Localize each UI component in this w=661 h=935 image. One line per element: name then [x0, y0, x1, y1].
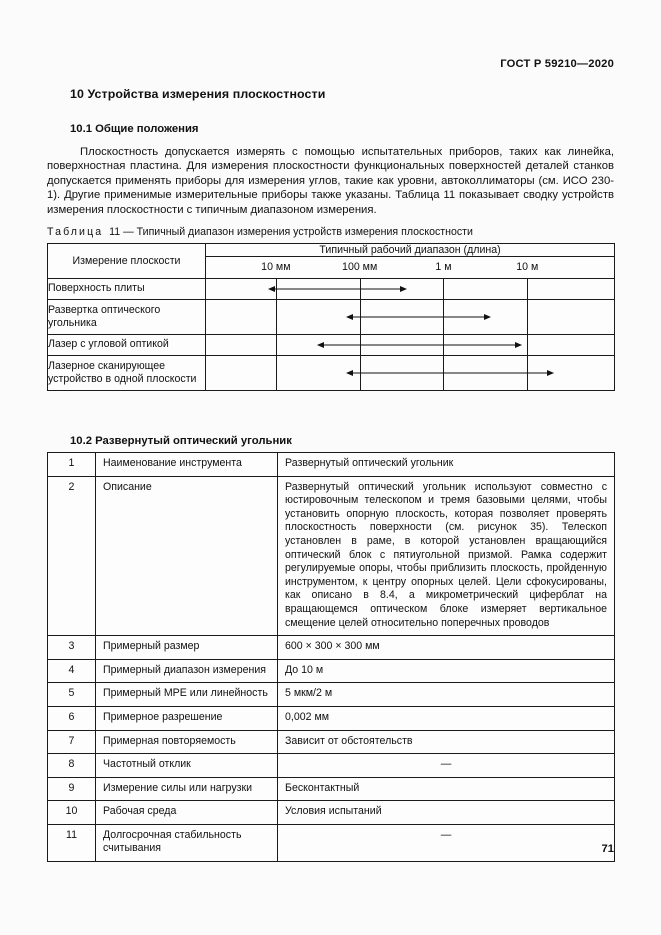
property-value: Зависит от обстоятельств: [278, 730, 615, 754]
table-row: [48, 754, 615, 778]
table-11-header-range: Типичный рабочий диапазон (длина): [206, 244, 615, 257]
section-heading-10-1: 10.1 Общие положения: [70, 123, 199, 135]
scale-tick-2: 100 мм: [342, 261, 378, 273]
table-11-row: [48, 279, 615, 300]
arrow-head-left-icon: [268, 286, 275, 292]
table-11-gridline: [443, 356, 444, 390]
row-index: 9: [48, 777, 96, 801]
section-10-1-paragraph: Плоскостность допускается измерять с помощью испытательных приборов, таких как линейка, поверхностная пластина. Для измерения плоскостности функциональных поверхностей деталей станков допускается применять приборы для измерения углов, такие как уровни, автоколлиматоры (см. ИСО 230-1). Другие применимые измерительные приборы также указаны. Таблица 11 показывает сводку устройств измерения плоскостности с типичным диапазоном измерения.: [47, 146, 614, 216]
scale-tick-3: 1 м: [435, 261, 452, 273]
table-row: [48, 824, 615, 861]
table-caption-label: Таблица: [47, 226, 104, 238]
table-11-gridline: [360, 356, 361, 390]
table-row: [48, 636, 615, 660]
table-11-row: [48, 300, 615, 335]
section-heading-10-2: 10.2 Развернутый оптический угольник: [70, 435, 292, 447]
property-name: Измерение силы или нагрузки: [96, 777, 278, 801]
table-11-header-measurement: Измерение плоскости: [48, 244, 206, 279]
table-11-range-arrow: [206, 300, 614, 334]
property-name: Примерный диапазон измерения: [96, 659, 278, 683]
arrow-head-right-icon: [400, 286, 407, 292]
table-11-scale-cell: [206, 257, 615, 279]
table-11-gridline: [276, 356, 277, 390]
row-index: 2: [48, 476, 96, 636]
table-11-gridline: [527, 356, 528, 390]
table-11-gridline: [276, 279, 277, 299]
table-caption-dash: —: [123, 226, 134, 238]
table-11-header-row: [48, 244, 615, 257]
property-value: 5 мкм/2 м: [278, 683, 615, 707]
property-name: Примерный размер: [96, 636, 278, 660]
property-name: Долгосрочная стабильность считывания: [96, 824, 278, 861]
property-value: Условия испытаний: [278, 801, 615, 825]
property-value: 0,002 мм: [278, 706, 615, 730]
section-heading-10: 10 Устройства измерения плоскостности: [70, 87, 326, 101]
scale-tick-1: 10 мм: [261, 261, 291, 273]
table-11-device-name: Развертка оптического угольника: [48, 300, 206, 335]
table-row: [48, 730, 615, 754]
table-11-caption: [47, 226, 473, 238]
row-index: 3: [48, 636, 96, 660]
table-row: [48, 801, 615, 825]
row-index: 10: [48, 801, 96, 825]
property-value: Бесконтактный: [278, 777, 615, 801]
arrow-head-right-icon: [484, 314, 491, 320]
row-index: 4: [48, 659, 96, 683]
table-11-gridline: [360, 335, 361, 355]
row-index: 7: [48, 730, 96, 754]
table-11-range-arrow: [206, 279, 614, 299]
property-value: —: [278, 824, 615, 861]
arrow-head-left-icon: [346, 314, 353, 320]
table-caption-text: Типичный диапазон измерения устройств измерения плоскостности: [136, 226, 473, 238]
property-value: —: [278, 754, 615, 778]
scale-tick-4: 10 м: [516, 261, 539, 273]
table-11-device-name: Лазер с угловой оптикой: [48, 335, 206, 356]
row-index: 1: [48, 453, 96, 477]
table-11-gridline: [443, 279, 444, 299]
table-row: [48, 453, 615, 477]
table-caption-number: 11: [109, 226, 121, 238]
row-index: 11: [48, 824, 96, 861]
property-name: Примерное разрешение: [96, 706, 278, 730]
property-value: 600 × 300 × 300 мм: [278, 636, 615, 660]
table-11-range-cell: [206, 279, 615, 300]
table-row: [48, 706, 615, 730]
property-name: Примерная повторяемость: [96, 730, 278, 754]
table-11-gridline: [276, 335, 277, 355]
table-11-row: [48, 356, 615, 391]
table-instrument-properties: [47, 452, 615, 862]
page-number: 71: [601, 843, 614, 855]
row-index: 8: [48, 754, 96, 778]
table-11-range-arrow: [206, 356, 614, 390]
row-index: 6: [48, 706, 96, 730]
arrow-head-right-icon: [547, 370, 554, 376]
table-row: [48, 476, 615, 636]
table-11-range-arrow: [206, 335, 614, 355]
table-11-range-cell: [206, 300, 615, 335]
property-name: Описание: [96, 476, 278, 636]
table-11-device-name: Лазерное сканирующее устройство в одной плоскости: [48, 356, 206, 391]
property-name: Рабочая среда: [96, 801, 278, 825]
table-row: [48, 777, 615, 801]
property-value: Развернутый оптический угольник используют совместно с юстировочным телескопом и тремя базовыми целями, чтобы установить опорную плоскость, которая позволяет проверять плоскостность поверхности (см. рисунок 35). Телескоп установлен в раме, в которой установлен вращающийся оптический блок с пятиугольной призмой. Рамка содержит регулируемые опоры, чтобы приблизить плоскость, пройденную инструментом, к центру опорных целей. Цели сфокусированы, как описано в 8.4, а микрометрический циферблат на вращающемся оптическом блоке измеряет вертикальное смещение целей относительно поперечных проводов: [278, 476, 615, 636]
arrow-head-left-icon: [317, 342, 324, 348]
property-name: Наименование инструмента: [96, 453, 278, 477]
table-11-gridline: [360, 279, 361, 299]
row-index: 5: [48, 683, 96, 707]
table-11-row: [48, 335, 615, 356]
arrow-head-right-icon: [515, 342, 522, 348]
standard-header: ГОСТ Р 59210—2020: [500, 58, 614, 70]
table-11-flatness-ranges: [47, 243, 615, 391]
table-row: [48, 683, 615, 707]
table-11-gridline: [527, 335, 528, 355]
table-11-gridline: [360, 300, 361, 334]
table-11-gridline: [276, 300, 277, 334]
property-name: Примерный MPE или линейность: [96, 683, 278, 707]
table-row: [48, 659, 615, 683]
table-11-gridline: [443, 335, 444, 355]
table-11-gridline: [443, 300, 444, 334]
property-name: Частотный отклик: [96, 754, 278, 778]
property-value: Развернутый оптический угольник: [278, 453, 615, 477]
table-11-range-cell: [206, 335, 615, 356]
table-11-range-cell: [206, 356, 615, 391]
property-value: До 10 м: [278, 659, 615, 683]
table-11-gridline: [527, 279, 528, 299]
table-11-gridline: [527, 300, 528, 334]
arrow-head-left-icon: [346, 370, 353, 376]
table-11-device-name: Поверхность плиты: [48, 279, 206, 300]
